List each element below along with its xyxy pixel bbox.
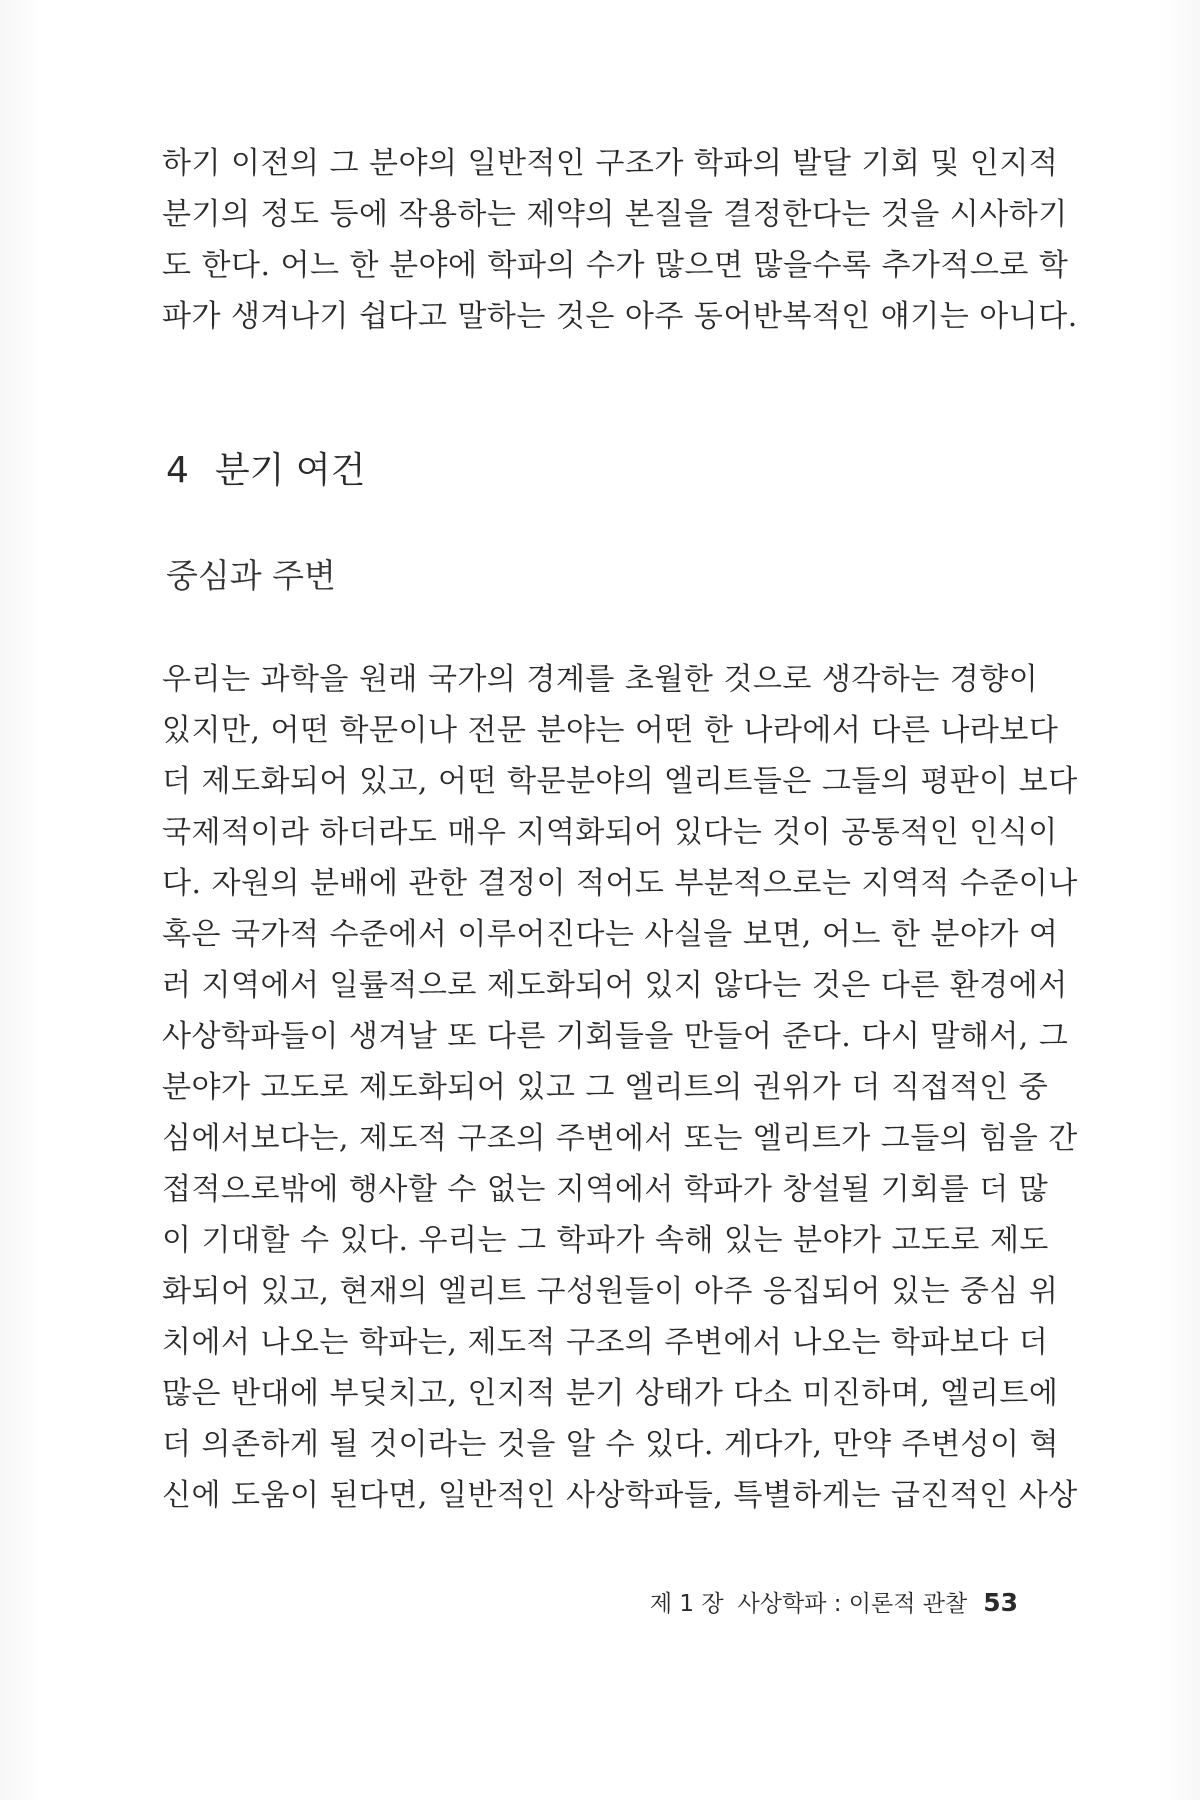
paragraph-text: [162, 138, 1078, 342]
text-line: 있지만, 어떤 학문이나 전문 분야는 어떤 한 나라에서 다른 나라보다: [162, 713, 1059, 748]
text-line: 치에서 나오는 학파는, 제도적 구조의 주변에서 나오는 학파보다 더: [162, 1325, 1049, 1360]
running-head-chapter: 제 1 장: [649, 1591, 724, 1617]
text-line: 분기의 정도 등에 작용하는 제약의 본질을 결정한다는 것을 시사하기: [162, 197, 1068, 232]
subsection-heading: 중심과 주변: [166, 556, 336, 595]
page-footer: [650, 1585, 1018, 1618]
main-paragraph: [162, 654, 1078, 1521]
running-head-title: 사상학파 : 이론적 관찰: [737, 1591, 968, 1617]
paragraph-text: [162, 654, 1078, 1521]
text-line: 파가 생겨나기 쉽다고 말하는 것은 아주 동어반복적인 얘기는 아니다.: [162, 299, 1078, 334]
section-number: 4: [166, 450, 189, 491]
text-line: 접적으로밖에 행사할 수 없는 지역에서 학파가 창설될 기회를 더 많: [162, 1172, 1049, 1207]
section-title: 분기 여건: [214, 450, 366, 491]
text-line: 이 기대할 수 있다. 우리는 그 학파가 속해 있는 분야가 고도로 제도: [162, 1223, 1049, 1258]
section-heading: [166, 442, 365, 493]
text-line: 더 제도화되어 있고, 어떤 학문분야의 엘리트들은 그들의 평판이 보다: [162, 764, 1078, 799]
text-line: 더 의존하게 될 것이라는 것을 알 수 있다. 게다가, 만약 주변성이 혁: [162, 1427, 1059, 1462]
page-number: 53: [983, 1588, 1018, 1617]
text-line: 국제적이라 하더라도 매우 지역화되어 있다는 것이 공통적인 인식이: [162, 815, 1058, 850]
text-line: 하기 이전의 그 분야의 일반적인 구조가 학파의 발달 기회 및 인지적: [162, 146, 1059, 181]
text-line: 도 한다. 어느 한 분야에 학파의 수가 많으면 많을수록 추가적으로 학: [162, 248, 1069, 283]
text-line: 다. 자원의 분배에 관한 결정이 적어도 부분적으로는 지역적 수준이나: [162, 866, 1078, 901]
text-line: 화되어 있고, 현재의 엘리트 구성원들이 아주 응집되어 있는 중심 위: [162, 1274, 1059, 1309]
text-line: 분야가 고도로 제도화되어 있고 그 엘리트의 권위가 더 직접적인 중: [162, 1070, 1049, 1105]
text-line: 러 지역에서 일률적으로 제도화되어 있지 않다는 것은 다른 환경에서: [162, 968, 1068, 1003]
top-paragraph: [162, 138, 1078, 342]
text-line: 신에 도움이 된다면, 일반적인 사상학파들, 특별하게는 급진적인 사상: [162, 1478, 1078, 1513]
text-line: 많은 반대에 부딪치고, 인지적 분기 상태가 다소 미진하며, 엘리트에: [162, 1376, 1059, 1411]
text-line: 심에서보다는, 제도적 구조의 주변에서 또는 엘리트가 그들의 힘을 간: [162, 1121, 1078, 1156]
text-line: 우리는 과학을 원래 국가의 경계를 초월한 것으로 생각하는 경향이: [162, 662, 1039, 697]
text-line: 사상학파들이 생겨날 또 다른 기회들을 만들어 준다. 다시 말해서, 그: [162, 1019, 1069, 1054]
text-line: 혹은 국가적 수준에서 이루어진다는 사실을 보면, 어느 한 분야가 여: [162, 917, 1059, 952]
